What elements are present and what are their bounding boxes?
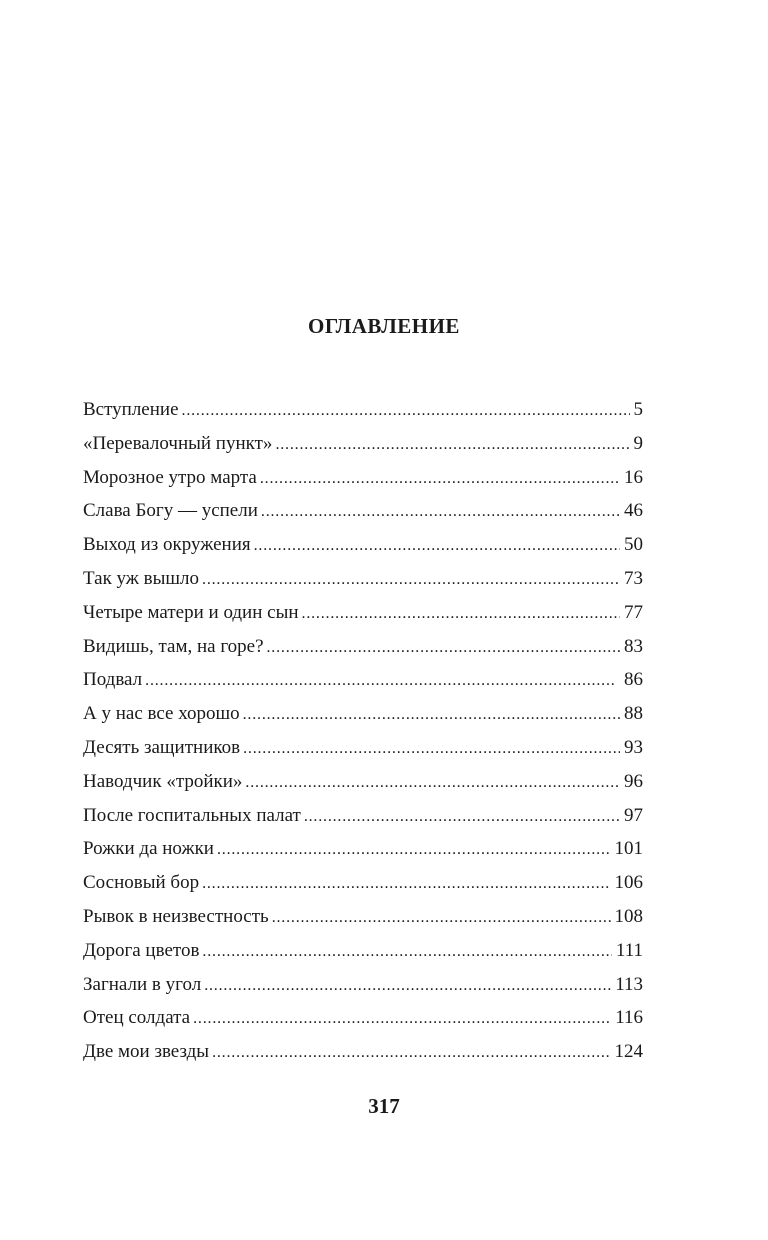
toc-entry-title: Четыре матери и один сын [83, 601, 299, 623]
dot-leader [202, 875, 610, 893]
toc-entry [83, 805, 643, 839]
dot-leader [267, 639, 621, 657]
page-number: 317 [368, 1094, 400, 1118]
toc-entry-page: 16 [624, 466, 643, 488]
toc-entry [83, 500, 643, 534]
toc-entry [83, 1041, 643, 1075]
toc-entry-title: «Перевалочный пункт» [83, 432, 273, 454]
toc-entry [83, 703, 643, 737]
toc-entry-page: 101 [614, 838, 643, 860]
toc-entry [83, 534, 643, 568]
toc-entry-title: Загнали в угол [83, 973, 202, 995]
toc-entry [83, 940, 643, 974]
dot-leader [243, 706, 620, 724]
toc-entry-title: Две мои звезды [83, 1041, 210, 1063]
toc-entry-page: 9 [633, 432, 643, 454]
dot-leader [204, 977, 611, 995]
toc-entry-page: 96 [624, 770, 643, 792]
dot-leader [272, 909, 611, 927]
toc-entry-page: 111 [615, 939, 643, 961]
toc-entry-page: 106 [614, 872, 643, 894]
toc-entry [83, 568, 643, 602]
toc-entry-title: Морозное утро марта [83, 466, 257, 488]
toc-entry [83, 771, 643, 805]
dot-leader [212, 1044, 610, 1062]
toc-entry-page: 86 [624, 669, 643, 691]
dot-leader [193, 1010, 611, 1028]
toc-entry-page: 83 [624, 635, 643, 657]
toc-entry [83, 602, 643, 636]
toc-entry-page: 88 [624, 703, 643, 725]
dot-leader [254, 537, 620, 555]
toc-entry-title: Видишь, там, на горе? [83, 635, 264, 657]
toc-entry [83, 906, 643, 940]
dot-leader [245, 774, 620, 792]
toc-entry-page: 46 [624, 500, 643, 522]
toc-entry-title: Сосновый бор [83, 872, 200, 894]
toc-entry-page: 116 [615, 1007, 643, 1029]
toc-entry [83, 872, 643, 906]
dot-leader [261, 503, 620, 521]
dot-leader [182, 402, 630, 420]
toc-entry-page: 5 [633, 399, 643, 420]
dot-leader [202, 571, 620, 589]
toc-entry-page: 124 [614, 1041, 643, 1063]
toc-entry [83, 467, 643, 501]
toc-entry-title: Рывок в неизвестность [83, 905, 269, 927]
toc-entry [83, 974, 643, 1008]
toc-entry-page: 77 [624, 601, 643, 623]
toc-entry-page: 73 [624, 567, 643, 589]
toc-entry [83, 1007, 643, 1041]
toc-entry-title: Отец солдата [83, 1007, 191, 1029]
dot-leader [202, 943, 611, 961]
toc-entry-page: 108 [614, 905, 643, 927]
toc-entry-page: 113 [615, 973, 643, 995]
dot-leader [145, 672, 620, 690]
toc-entry-title: Десять защитников [83, 736, 241, 758]
table-of-contents [83, 399, 643, 1075]
toc-entry-title: Так уж вышло [83, 567, 200, 589]
page-title: ОГЛАВЛЕНИЕ [308, 314, 460, 338]
toc-entry-title: Наводчик «тройки» [83, 770, 243, 792]
toc-entry [83, 838, 643, 872]
toc-entry-title: После госпитальных палат [83, 804, 301, 826]
toc-entry-title: Слава Богу — успели [83, 500, 258, 522]
dot-leader [275, 436, 629, 454]
toc-entry [83, 399, 643, 433]
dot-leader [260, 470, 620, 488]
toc-entry-page: 97 [624, 804, 643, 826]
toc-entry-page: 50 [624, 534, 643, 556]
toc-entry [83, 636, 643, 670]
toc-entry-title: Вступление [83, 399, 179, 420]
toc-entry-title: Рожки да ножки [83, 838, 214, 860]
toc-entry-page: 93 [624, 736, 643, 758]
toc-entry [83, 737, 643, 771]
dot-leader [243, 740, 620, 758]
dot-leader [302, 605, 620, 623]
toc-entry-title: Выход из окружения [83, 534, 251, 556]
toc-entry-title: А у нас все хорошо [83, 703, 240, 725]
toc-entry-title: Подвал [83, 669, 143, 691]
dot-leader [217, 841, 611, 859]
toc-entry-title: Дорога цветов [83, 939, 200, 961]
toc-entry [83, 433, 643, 467]
dot-leader [304, 808, 620, 826]
toc-entry [83, 669, 643, 703]
